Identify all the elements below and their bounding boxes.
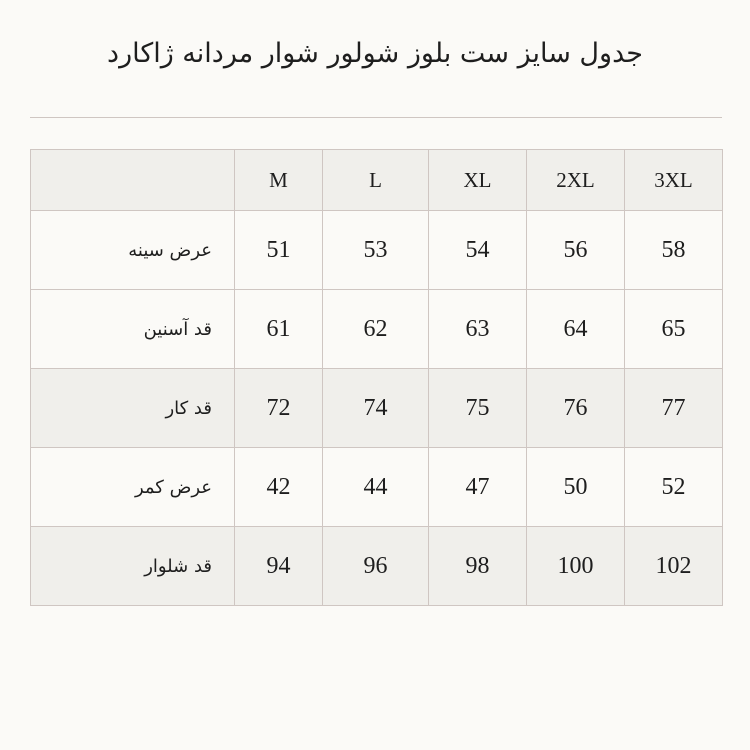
header-empty-cell [31,150,235,211]
title-divider [30,117,722,118]
table-cell: 47 [429,448,527,527]
table-cell: 64 [527,290,625,369]
table-cell: 102 [625,527,723,606]
table-cell: 53 [323,211,429,290]
table-cell: 56 [527,211,625,290]
table-row [31,448,723,527]
table-row [31,527,723,606]
size-table [30,149,723,606]
size-header-m: M [235,150,323,211]
table-cell: 50 [527,448,625,527]
table-cell: 58 [625,211,723,290]
table-cell: 44 [323,448,429,527]
table-row [31,290,723,369]
size-header-l: L [323,150,429,211]
table-row [31,369,723,448]
table-cell: 72 [235,369,323,448]
table-header-row [31,150,723,211]
table-cell: 94 [235,527,323,606]
row-label: قد کار [31,369,235,448]
row-label: قد آسنین [31,290,235,369]
size-header-2xl: 2XL [527,150,625,211]
table-cell: 54 [429,211,527,290]
table-cell: 65 [625,290,723,369]
page-title: جدول سایز ست بلوز شولور شوار مردانه ژاکارد [107,38,643,69]
table-cell: 62 [323,290,429,369]
row-label: عرض سینه [31,211,235,290]
table-row [31,211,723,290]
table-cell: 74 [323,369,429,448]
table-cell: 98 [429,527,527,606]
table-cell: 100 [527,527,625,606]
table-cell: 42 [235,448,323,527]
size-header-3xl: 3XL [625,150,723,211]
table-cell: 63 [429,290,527,369]
size-header-xl: XL [429,150,527,211]
row-label: قد شلوار [31,527,235,606]
table-cell: 52 [625,448,723,527]
table-cell: 77 [625,369,723,448]
table-cell: 61 [235,290,323,369]
row-label: عرض کمر [31,448,235,527]
table-cell: 51 [235,211,323,290]
table-cell: 96 [323,527,429,606]
table-cell: 76 [527,369,625,448]
table-cell: 75 [429,369,527,448]
